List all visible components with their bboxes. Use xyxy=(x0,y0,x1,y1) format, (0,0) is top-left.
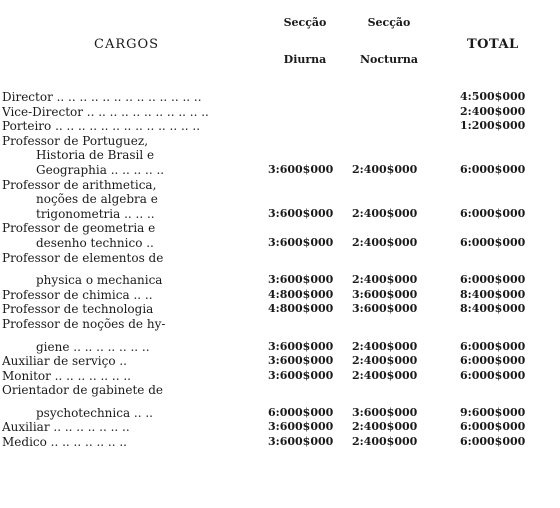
cargo-text: Porteiro .. .. .. .. .. .. .. .. .. .. .. .. .. xyxy=(2,119,201,134)
table-row xyxy=(0,435,560,450)
table-row xyxy=(0,420,560,435)
cargo-text: noções de algebra e xyxy=(36,192,158,207)
row-line xyxy=(0,302,560,317)
row-spacer xyxy=(0,398,560,406)
row-line xyxy=(0,288,560,303)
row-line xyxy=(0,119,560,134)
valor-noturna: 2:400$000 xyxy=(352,354,418,368)
table-row xyxy=(0,317,560,354)
table-header xyxy=(0,0,560,80)
row-line xyxy=(0,251,560,266)
table-row xyxy=(0,221,560,250)
valor-total: 6:000$000 xyxy=(460,162,526,176)
valor-total: 6:000$000 xyxy=(460,273,526,287)
row-line xyxy=(0,221,560,236)
valor-diurna: 3:600$000 xyxy=(268,235,334,249)
cargo-text: Historia de Brasil e xyxy=(36,148,155,163)
valor-total: 8:400$000 xyxy=(460,302,526,316)
row-line xyxy=(0,354,560,369)
cargo-text: Director .. .. .. .. .. .. .. .. .. .. .. .. .. xyxy=(2,90,202,104)
header-total: TOTAL xyxy=(467,37,519,52)
table-row xyxy=(0,383,560,420)
row-spacer xyxy=(0,332,560,340)
table-row xyxy=(0,369,560,384)
valor-noturna: 3:600$000 xyxy=(352,287,418,301)
table-row xyxy=(0,119,560,134)
cargo-text: psychotechnica .. .. xyxy=(36,405,153,420)
valor-total: 1:200$000 xyxy=(460,119,526,133)
cargo-text: desenho technico .. xyxy=(36,235,154,250)
table-row xyxy=(0,178,560,222)
valor-diurna: 3:600$000 xyxy=(268,354,334,368)
cargo-text: Monitor .. .. .. .. .. .. .. xyxy=(2,368,131,383)
cargo-text: Professor de noções de hy- xyxy=(2,316,166,331)
row-line xyxy=(0,340,560,355)
row-line xyxy=(0,163,560,178)
row-line xyxy=(0,273,560,288)
valor-total: 2:400$000 xyxy=(460,104,526,118)
valor-noturna: 2:400$000 xyxy=(352,420,418,434)
cargo-text: Auxiliar de serviço .. xyxy=(2,354,127,369)
table-body xyxy=(0,90,560,450)
table-row xyxy=(0,302,560,317)
cargo-text: Auxiliar .. .. .. .. .. .. .. xyxy=(2,420,130,435)
cargo-text: Medico .. .. .. .. .. .. .. xyxy=(2,435,127,450)
header-cargos: CARGOS xyxy=(94,37,160,52)
cargo-text: Vice-Director .. .. .. .. .. .. .. .. .. .. .. xyxy=(2,104,209,119)
cargo-text: physica o mechanica xyxy=(36,273,163,288)
row-line xyxy=(0,134,560,149)
valor-total: 6:000$000 xyxy=(460,235,526,249)
row-line xyxy=(0,207,560,222)
table-row xyxy=(0,105,560,120)
header-seccao-diurna xyxy=(268,4,342,78)
row-line xyxy=(0,369,560,384)
row-line xyxy=(0,148,560,163)
header-seccao-diurna-line1: Secção xyxy=(283,16,327,29)
cargo-text: Professor de chimica .. .. xyxy=(2,287,153,302)
row-line xyxy=(0,105,560,120)
valor-total: 4:500$000 xyxy=(460,90,526,103)
row-line xyxy=(0,317,560,332)
table-row xyxy=(0,134,560,178)
header-seccao-diurna-line2: Diurna xyxy=(283,53,327,66)
valor-noturna: 3:600$000 xyxy=(352,302,418,316)
valor-total: 6:000$000 xyxy=(460,339,526,353)
valor-diurna: 3:600$000 xyxy=(268,435,334,449)
header-seccao-noturna-line2: Nocturna xyxy=(359,53,419,66)
valor-diurna: 3:600$000 xyxy=(268,162,334,176)
valor-total: 9:600$000 xyxy=(460,405,526,419)
cargo-text: Professor de technologia xyxy=(2,302,154,317)
valor-noturna: 3:600$000 xyxy=(352,405,418,419)
valor-noturna: 2:400$000 xyxy=(352,435,418,449)
table-row xyxy=(0,288,560,303)
valor-noturna: 2:400$000 xyxy=(352,273,418,287)
row-line xyxy=(0,435,560,450)
row-line xyxy=(0,178,560,193)
cargo-text: Professor de Portuguez, xyxy=(2,133,149,148)
valor-diurna: 3:600$000 xyxy=(268,420,334,434)
row-line xyxy=(0,420,560,435)
header-seccao-noturna xyxy=(352,4,426,78)
valor-noturna: 2:400$000 xyxy=(352,235,418,249)
row-line xyxy=(0,383,560,398)
row-line xyxy=(0,236,560,251)
cargo-text: Professor de geometria e xyxy=(2,221,156,236)
valor-noturna: 2:400$000 xyxy=(352,339,418,353)
valor-diurna: 4:800$000 xyxy=(268,287,334,301)
row-line xyxy=(0,90,560,105)
valor-total: 6:000$000 xyxy=(460,354,526,368)
valor-diurna: 6:000$000 xyxy=(268,405,334,419)
table-row xyxy=(0,354,560,369)
row-spacer xyxy=(0,265,560,273)
table-row xyxy=(0,90,560,105)
cargo-text: Professor de arithmetica, xyxy=(2,177,157,192)
cargo-text: Geographia .. .. .. .. .. xyxy=(36,162,165,177)
cargo-text: giene .. .. .. .. .. .. .. xyxy=(36,339,150,354)
valor-diurna: 3:600$000 xyxy=(268,368,334,382)
cargo-text: trigonometria .. .. .. xyxy=(36,206,155,221)
valor-noturna: 2:400$000 xyxy=(352,206,418,220)
valor-total: 6:000$000 xyxy=(460,420,526,434)
cargo-text: Professor de elementos de xyxy=(2,250,164,265)
valor-total: 8:400$000 xyxy=(460,287,526,301)
table-row xyxy=(0,251,560,288)
cargo-text: Orientador de gabinete de xyxy=(2,383,163,398)
header-seccao-noturna-line1: Secção xyxy=(367,16,411,29)
valor-diurna: 3:600$000 xyxy=(268,273,334,287)
valor-total: 6:000$000 xyxy=(460,206,526,220)
valor-total: 6:000$000 xyxy=(460,435,526,449)
valor-diurna: 3:600$000 xyxy=(268,206,334,220)
valor-noturna: 2:400$000 xyxy=(352,162,418,176)
valor-diurna: 4:800$000 xyxy=(268,302,334,316)
valor-total: 6:000$000 xyxy=(460,368,526,382)
valor-noturna: 2:400$000 xyxy=(352,368,418,382)
valor-diurna: 3:600$000 xyxy=(268,339,334,353)
row-line xyxy=(0,192,560,207)
row-line xyxy=(0,406,560,421)
